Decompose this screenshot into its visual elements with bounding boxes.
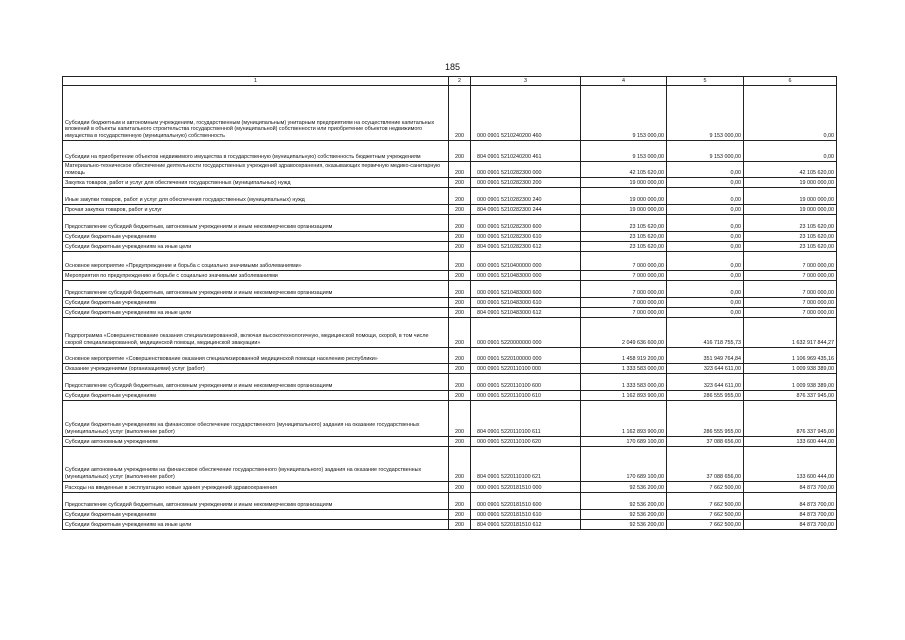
- row-budget-code: 000 0901 5210282300 000: [471, 162, 581, 178]
- row-assigned: 19 000 000,00: [581, 188, 667, 205]
- row-name: Закупка товаров, работ и услуг для обеспечения государственных (муниципальных) нужд: [63, 178, 449, 188]
- row-assigned: 23 105 620,00: [581, 242, 667, 252]
- row-budget-code: 000 0901 5210400000 000: [471, 252, 581, 271]
- header-row: [63, 77, 837, 86]
- table-row: [63, 252, 837, 271]
- row-assigned: 170 689 100,00: [581, 447, 667, 482]
- row-assigned: 1 162 893 900,00: [581, 391, 667, 401]
- row-assigned: 7 000 000,00: [581, 298, 667, 308]
- row-executed: 0,00: [667, 162, 744, 178]
- row-budget-code: 000 0901 5210240200 460: [471, 86, 581, 141]
- row-name: Материально-техническое обеспечение деятельности государственных учреждений здравоохранения, оказывающих первичную медико-санитарную помощь: [63, 162, 449, 178]
- table-row: [63, 298, 837, 308]
- row-unexecuted: 23 105 620,00: [744, 242, 837, 252]
- row-assigned: 1 333 583 000,00: [581, 374, 667, 391]
- row-assigned: 19 000 000,00: [581, 205, 667, 215]
- row-executed: 0,00: [667, 298, 744, 308]
- row-line-code: 200: [449, 318, 471, 348]
- row-budget-code: 000 0901 5210483000 600: [471, 281, 581, 298]
- row-unexecuted: 133 600 444,00: [744, 437, 837, 447]
- row-assigned: 92 536 200,00: [581, 493, 667, 510]
- row-unexecuted: 876 337 945,00: [744, 401, 837, 437]
- row-assigned: 23 105 620,00: [581, 215, 667, 232]
- row-assigned: 1 458 919 200,00: [581, 348, 667, 364]
- row-executed: 0,00: [667, 232, 744, 242]
- row-line-code: 200: [449, 141, 471, 162]
- row-budget-code: 000 0901 5210483000 000: [471, 271, 581, 281]
- row-unexecuted: 84 873 700,00: [744, 520, 837, 530]
- row-name: Прочая закупка товаров, работ и услуг: [63, 205, 449, 215]
- row-assigned: 19 000 000,00: [581, 178, 667, 188]
- row-budget-code: 000 0901 5220110100 600: [471, 374, 581, 391]
- row-line-code: 200: [449, 281, 471, 298]
- row-budget-code: 804 0901 5210240200 461: [471, 141, 581, 162]
- row-unexecuted: 7 000 000,00: [744, 281, 837, 298]
- table-row: [63, 348, 837, 364]
- row-name: Предоставление субсидий бюджетным, автономным учреждениям и иным некоммерческим организациям: [63, 215, 449, 232]
- row-line-code: 200: [449, 520, 471, 530]
- budget-table: [62, 76, 837, 530]
- table-row: [63, 141, 837, 162]
- row-budget-code: 804 0901 5210483000 612: [471, 308, 581, 318]
- row-line-code: 200: [449, 252, 471, 271]
- header-cell-6: 6: [744, 77, 837, 86]
- row-line-code: 200: [449, 493, 471, 510]
- row-budget-code: 804 0901 5220110100 621: [471, 447, 581, 482]
- row-line-code: 200: [449, 271, 471, 281]
- row-assigned: 1 333 583 000,00: [581, 364, 667, 374]
- row-executed: 323 644 611,00: [667, 364, 744, 374]
- row-unexecuted: 84 873 700,00: [744, 510, 837, 520]
- table-row: [63, 391, 837, 401]
- row-name: Расходы на введенные в эксплуатацию новые здания учреждений здравоохранения: [63, 482, 449, 493]
- row-budget-code: 000 0901 5210282300 240: [471, 188, 581, 205]
- row-line-code: 200: [449, 215, 471, 232]
- row-executed: 7 662 500,00: [667, 482, 744, 493]
- row-budget-code: 000 0901 5220110100 000: [471, 364, 581, 374]
- row-executed: 7 662 500,00: [667, 493, 744, 510]
- row-budget-code: 804 0901 5210282300 612: [471, 242, 581, 252]
- table-row: [63, 318, 837, 348]
- row-name: Субсидии бюджетным учреждениям: [63, 232, 449, 242]
- row-assigned: 7 000 000,00: [581, 281, 667, 298]
- row-executed: 416 718 755,73: [667, 318, 744, 348]
- row-budget-code: 000 0901 5220181510 600: [471, 493, 581, 510]
- header-cell-3: 3: [471, 77, 581, 86]
- row-budget-code: 804 0901 5220110100 611: [471, 401, 581, 437]
- row-executed: 323 644 611,00: [667, 374, 744, 391]
- row-name: Субсидии бюджетным учреждениям на иные цели: [63, 308, 449, 318]
- row-executed: 0,00: [667, 178, 744, 188]
- row-line-code: 200: [449, 447, 471, 482]
- row-line-code: 200: [449, 482, 471, 493]
- page-number: 185: [444, 62, 461, 72]
- row-name: Предоставление субсидий бюджетным, автономным учреждениям и иным некоммерческим организациям: [63, 374, 449, 391]
- row-unexecuted: 42 105 620,00: [744, 162, 837, 178]
- row-executed: 37 088 656,00: [667, 447, 744, 482]
- row-name: Субсидии бюджетным учреждениям: [63, 391, 449, 401]
- table-row: [63, 374, 837, 391]
- header-cell-4: 4: [581, 77, 667, 86]
- row-name: Субсидии бюджетным учреждениям: [63, 510, 449, 520]
- row-unexecuted: 1 009 938 389,00: [744, 364, 837, 374]
- row-name: Субсидии на приобретение объектов недвижимого имущества в государственную (муниципальную) собственность бюджетным учреждениям: [63, 141, 449, 162]
- row-assigned: 42 105 620,00: [581, 162, 667, 178]
- row-executed: 7 662 500,00: [667, 510, 744, 520]
- row-line-code: 200: [449, 391, 471, 401]
- table-row: [63, 401, 837, 437]
- row-executed: 351 949 764,84: [667, 348, 744, 364]
- header-cell-1: 1: [63, 77, 449, 86]
- row-unexecuted: 7 000 000,00: [744, 298, 837, 308]
- row-name: Мероприятия по предупреждению и борьбе с социально значимыми заболеваниями: [63, 271, 449, 281]
- row-name: Основное мероприятие «Совершенствование оказания специализированной медицинской помощи населению республики»: [63, 348, 449, 364]
- row-unexecuted: 7 000 000,00: [744, 308, 837, 318]
- row-unexecuted: 84 873 700,00: [744, 493, 837, 510]
- row-unexecuted: 19 000 000,00: [744, 178, 837, 188]
- row-unexecuted: 1 632 917 844,27: [744, 318, 837, 348]
- row-name: Предоставление субсидий бюджетным, автономным учреждениям и иным некоммерческим организациям: [63, 281, 449, 298]
- table-row: [63, 510, 837, 520]
- row-assigned: 7 000 000,00: [581, 252, 667, 271]
- row-executed: 0,00: [667, 281, 744, 298]
- row-unexecuted: 1 009 938 389,00: [744, 374, 837, 391]
- row-executed: 9 153 000,00: [667, 141, 744, 162]
- row-unexecuted: 7 000 000,00: [744, 252, 837, 271]
- row-unexecuted: 0,00: [744, 141, 837, 162]
- row-name: Субсидии автономным учреждениям: [63, 437, 449, 447]
- table-row: [63, 242, 837, 252]
- row-budget-code: 000 0901 5220110100 610: [471, 391, 581, 401]
- row-name: Субсидии бюджетным учреждениям на иные цели: [63, 520, 449, 530]
- table-row: [63, 520, 837, 530]
- row-line-code: 200: [449, 205, 471, 215]
- row-name: Иные закупки товаров, работ и услуг для обеспечения государственных (муниципальных) нужд: [63, 188, 449, 205]
- table-row: [63, 308, 837, 318]
- row-assigned: 23 105 620,00: [581, 232, 667, 242]
- row-executed: 0,00: [667, 242, 744, 252]
- table-row: [63, 493, 837, 510]
- table-row: [63, 232, 837, 242]
- row-unexecuted: 19 000 000,00: [744, 188, 837, 205]
- table-row: [63, 482, 837, 493]
- row-budget-code: 000 0901 5220181510 610: [471, 510, 581, 520]
- row-line-code: 200: [449, 188, 471, 205]
- table-row: [63, 364, 837, 374]
- row-assigned: 7 000 000,00: [581, 271, 667, 281]
- row-line-code: 200: [449, 162, 471, 178]
- table-row: [63, 178, 837, 188]
- table-row: [63, 205, 837, 215]
- row-budget-code: 000 0901 5210282300 610: [471, 232, 581, 242]
- table-row: [63, 281, 837, 298]
- row-assigned: 1 162 893 900,00: [581, 401, 667, 437]
- row-budget-code: 804 0901 5210282300 244: [471, 205, 581, 215]
- row-line-code: 200: [449, 86, 471, 141]
- row-executed: 286 555 955,00: [667, 401, 744, 437]
- table-row: [63, 188, 837, 205]
- row-assigned: 170 689 100,00: [581, 437, 667, 447]
- row-name: Субсидии бюджетным учреждениям на финансовое обеспечение государственного (муниципального) задания на оказание государственных (муниципальных) услуг (выполнение работ): [63, 401, 449, 437]
- row-unexecuted: 133 600 444,00: [744, 447, 837, 482]
- row-assigned: 92 536 200,00: [581, 520, 667, 530]
- row-executed: 0,00: [667, 271, 744, 281]
- header-cell-2: 2: [449, 77, 471, 86]
- row-line-code: 200: [449, 364, 471, 374]
- table-row: [63, 86, 837, 141]
- table-row: [63, 447, 837, 482]
- row-line-code: 200: [449, 348, 471, 364]
- row-line-code: 200: [449, 242, 471, 252]
- row-line-code: 200: [449, 298, 471, 308]
- row-assigned: 92 536 200,00: [581, 510, 667, 520]
- row-executed: 7 662 500,00: [667, 520, 744, 530]
- row-unexecuted: 84 873 700,00: [744, 482, 837, 493]
- row-executed: 0,00: [667, 252, 744, 271]
- row-name: Субсидии автономным учреждениям на финансовое обеспечение государственного (муниципального) задания на оказание государственных (муниципальных) услуг (выполнение работ): [63, 447, 449, 482]
- row-name: Основное мероприятие «Предупреждение и борьба с социально значимыми заболеваниями»: [63, 252, 449, 271]
- table-row: [63, 271, 837, 281]
- row-budget-code: 000 0901 5220000000 000: [471, 318, 581, 348]
- row-line-code: 200: [449, 374, 471, 391]
- row-assigned: 9 153 000,00: [581, 141, 667, 162]
- row-executed: 0,00: [667, 205, 744, 215]
- row-budget-code: 000 0901 5220100000 000: [471, 348, 581, 364]
- row-name: Субсидии бюджетным учреждениям на иные цели: [63, 242, 449, 252]
- row-executed: 0,00: [667, 188, 744, 205]
- row-budget-code: 000 0901 5220110100 620: [471, 437, 581, 447]
- row-name: Субсидии бюджетным учреждениям: [63, 298, 449, 308]
- row-line-code: 200: [449, 437, 471, 447]
- row-unexecuted: 23 105 620,00: [744, 232, 837, 242]
- row-assigned: 9 153 000,00: [581, 86, 667, 141]
- row-budget-code: 000 0901 5210282300 200: [471, 178, 581, 188]
- row-line-code: 200: [449, 232, 471, 242]
- row-unexecuted: 7 000 000,00: [744, 271, 837, 281]
- row-line-code: 200: [449, 308, 471, 318]
- row-executed: 9 153 000,00: [667, 86, 744, 141]
- row-name: Субсидии бюджетным и автономным учреждениям, государственным (муниципальным) унитарным предприятиям на осуществление капитальных вложений в объекты капитального строительства государственной (муниципальной) собственности или приобретение объектов недвижимого имущества в государственную (муниципальную) собственность: [63, 86, 449, 141]
- row-unexecuted: 0,00: [744, 86, 837, 141]
- row-unexecuted: 1 106 969 435,16: [744, 348, 837, 364]
- header-cell-5: 5: [667, 77, 744, 86]
- table-row: [63, 437, 837, 447]
- row-assigned: 7 000 000,00: [581, 308, 667, 318]
- row-name: Оказание учреждениями (организациями) услуг (работ): [63, 364, 449, 374]
- row-executed: 0,00: [667, 308, 744, 318]
- table-row: [63, 162, 837, 178]
- row-unexecuted: 23 105 620,00: [744, 215, 837, 232]
- row-name: Подпрограмма «Совершенствование оказания специализированной, включая высокотехнологичную, медицинской помощи, скорой, в том числе скорой специализированной, медицинской помощи, медицинской эвакуации»: [63, 318, 449, 348]
- row-name: Предоставление субсидий бюджетным, автономным учреждениям и иным некоммерческим организациям: [63, 493, 449, 510]
- row-executed: 286 555 955,00: [667, 391, 744, 401]
- row-executed: 0,00: [667, 215, 744, 232]
- row-line-code: 200: [449, 401, 471, 437]
- row-budget-code: 000 0901 5210483000 610: [471, 298, 581, 308]
- row-budget-code: 000 0901 5210282300 600: [471, 215, 581, 232]
- row-executed: 37 088 656,00: [667, 437, 744, 447]
- row-line-code: 200: [449, 178, 471, 188]
- row-unexecuted: 19 000 000,00: [744, 205, 837, 215]
- row-assigned: 92 536 200,00: [581, 482, 667, 493]
- row-budget-code: 804 0901 5220181510 612: [471, 520, 581, 530]
- row-assigned: 2 049 636 600,00: [581, 318, 667, 348]
- table-row: [63, 215, 837, 232]
- row-budget-code: 000 0901 5220181510 000: [471, 482, 581, 493]
- row-unexecuted: 876 337 945,00: [744, 391, 837, 401]
- row-line-code: 200: [449, 510, 471, 520]
